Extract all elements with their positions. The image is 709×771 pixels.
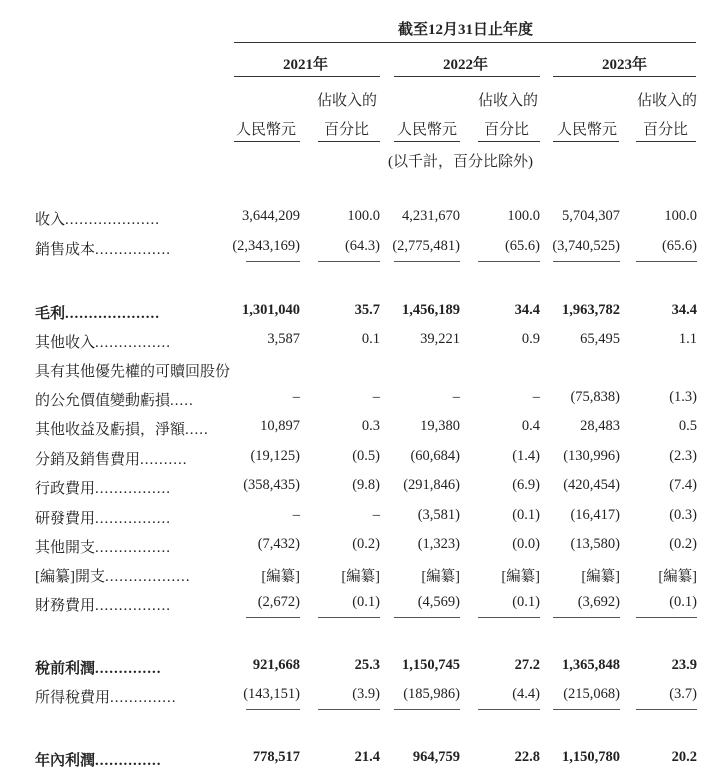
- subtotal-rule: [318, 261, 380, 262]
- sub-rule-rmb-2021: [234, 141, 300, 142]
- col-pct-line1-2021: 佔收入的: [317, 93, 378, 109]
- row-label: [35, 360, 230, 381]
- row-value: 4,231,670: [402, 208, 460, 224]
- subtotal-rule: [478, 709, 540, 710]
- row-label: [35, 749, 162, 770]
- row-value: –: [292, 389, 300, 405]
- row-label: [35, 331, 171, 352]
- row-value: (4.4): [512, 686, 540, 702]
- row-value: 0.3: [361, 418, 380, 434]
- row-value: [編纂]: [341, 569, 380, 585]
- row-label-text: 分銷及銷售費用: [35, 452, 141, 468]
- row-value: 100.0: [507, 208, 540, 224]
- row-value: (13,580): [570, 536, 620, 552]
- row-label-leader-dots: ................: [95, 242, 172, 258]
- subtotal-rule: [246, 709, 300, 710]
- subtotal-rule: [318, 617, 380, 618]
- row-label-leader-dots: .....: [185, 422, 209, 438]
- row-value: (19,125): [250, 448, 300, 464]
- row-label: [35, 536, 171, 557]
- row-label-leader-dots: ................: [95, 540, 172, 556]
- row-label: [35, 686, 177, 707]
- row-label-text: 稅前利潤: [35, 661, 96, 677]
- row-label-text: 毛利: [35, 306, 66, 322]
- row-value: (0.3): [669, 507, 697, 523]
- row-value: (9.8): [352, 477, 380, 493]
- row-value: [編纂]: [501, 569, 540, 585]
- sub-rule-pct-2023: [636, 141, 696, 142]
- row-value: 3,644,209: [242, 208, 300, 224]
- row-value: (291,846): [403, 477, 460, 493]
- row-value: 27.2: [514, 657, 540, 673]
- row-value: (1.4): [512, 448, 540, 464]
- period-rule: [234, 42, 696, 43]
- row-value: 10,897: [260, 418, 300, 434]
- row-value: 35.7: [354, 302, 380, 318]
- row-value: 22.8: [514, 749, 540, 765]
- year-2023: 2023年: [602, 57, 648, 73]
- row-value: (143,151): [243, 686, 300, 702]
- row-value: (0.1): [512, 594, 540, 610]
- row-value: 100.0: [664, 208, 697, 224]
- row-label-leader-dots: ................: [95, 335, 172, 351]
- row-value: 25.3: [354, 657, 380, 673]
- row-value: (3,740,525): [552, 238, 620, 254]
- row-value: (60,684): [410, 448, 460, 464]
- row-label-text: 所得稅費用: [35, 690, 111, 706]
- row-value: (64.3): [344, 238, 380, 254]
- row-value: –: [532, 389, 540, 405]
- row-label-text: 收入: [35, 212, 66, 228]
- row-value: 28,483: [580, 418, 620, 434]
- subtotal-rule: [394, 617, 460, 618]
- row-value: 0.4: [521, 418, 540, 434]
- row-value: (0.0): [512, 536, 540, 552]
- row-value: 65,495: [580, 331, 620, 347]
- row-label-leader-dots: ..............: [110, 690, 177, 706]
- row-value: 1,150,745: [402, 657, 460, 673]
- row-label: [35, 389, 194, 410]
- row-label-leader-dots: ....................: [65, 212, 161, 228]
- row-label-leader-dots: ................: [95, 598, 172, 614]
- row-value: 1.1: [678, 331, 697, 347]
- row-value: –: [372, 389, 380, 405]
- row-label: [35, 302, 160, 323]
- row-value: 1,365,848: [562, 657, 620, 673]
- row-value: 778,517: [252, 749, 300, 765]
- period-title: 截至12月31日止年度: [398, 22, 534, 38]
- row-value: –: [292, 507, 300, 523]
- row-value: (3.7): [669, 686, 697, 702]
- row-label-text: 其他開支: [35, 540, 96, 556]
- col-pct-line1-2023: 佔收入的: [637, 93, 698, 109]
- row-value: [編纂]: [658, 569, 697, 585]
- row-label-leader-dots: .....: [170, 393, 194, 409]
- row-value: (3,692): [577, 594, 620, 610]
- row-label-text: 其他收益及虧損，淨額: [35, 422, 186, 438]
- year-2022: 2022年: [443, 57, 489, 73]
- col-pct-line2-2023: 百分比: [643, 122, 689, 138]
- row-value: (3.9): [352, 686, 380, 702]
- row-label-leader-dots: ..............: [95, 661, 162, 677]
- row-value: 1,456,189: [402, 302, 460, 318]
- subtotal-rule: [246, 617, 300, 618]
- row-label-text: 其他收入: [35, 335, 96, 351]
- row-value: (6.9): [512, 477, 540, 493]
- row-value: (7,432): [257, 536, 300, 552]
- row-value: (2,775,481): [392, 238, 460, 254]
- year-2021: 2021年: [283, 57, 329, 73]
- row-value: (16,417): [570, 507, 620, 523]
- row-value: 100.0: [347, 208, 380, 224]
- row-label-leader-dots: ..............: [95, 753, 162, 769]
- row-label-text: 財務費用: [35, 598, 96, 614]
- row-value: (65.6): [661, 238, 697, 254]
- row-value: 19,380: [420, 418, 460, 434]
- subtotal-rule: [553, 709, 620, 710]
- row-value: (1,323): [417, 536, 460, 552]
- row-value: (75,838): [570, 389, 620, 405]
- row-label-leader-dots: ................: [95, 481, 172, 497]
- sub-rule-pct-2022: [478, 141, 540, 142]
- col-rmb-2023: 人民幣元: [557, 122, 618, 138]
- row-value: (0.2): [669, 536, 697, 552]
- row-value: 34.4: [514, 302, 540, 318]
- row-label-text: 年內利潤: [35, 753, 96, 769]
- row-label-text: [編纂]開支: [35, 569, 105, 585]
- row-value: 23.9: [671, 657, 697, 673]
- row-value: (4,569): [417, 594, 460, 610]
- year-rule-2023: [553, 76, 696, 77]
- row-label: [35, 238, 171, 259]
- row-value: 21.4: [354, 749, 380, 765]
- row-value: (1.3): [669, 389, 697, 405]
- row-value: (65.6): [504, 238, 540, 254]
- row-value: 5,704,307: [562, 208, 620, 224]
- row-value: (0.1): [669, 594, 697, 610]
- row-value: 1,963,782: [562, 302, 620, 318]
- row-value: (130,996): [563, 448, 620, 464]
- row-label-leader-dots: ....................: [65, 306, 161, 322]
- row-label: [35, 507, 171, 528]
- row-label-leader-dots: ..........: [140, 452, 188, 468]
- row-label: [35, 657, 162, 678]
- row-value: (2.3): [669, 448, 697, 464]
- row-value: 1,301,040: [242, 302, 300, 318]
- subtotal-rule: [394, 709, 460, 710]
- row-value: (7.4): [669, 477, 697, 493]
- row-value: 964,759: [412, 749, 460, 765]
- row-value: (0.1): [352, 594, 380, 610]
- row-value: –: [452, 389, 460, 405]
- row-value: (358,435): [243, 477, 300, 493]
- row-label: [35, 594, 171, 615]
- row-value: 3,587: [267, 331, 300, 347]
- subtotal-rule: [394, 261, 460, 262]
- row-value: 1,150,780: [562, 749, 620, 765]
- row-label-text: 行政費用: [35, 481, 96, 497]
- row-value: (2,343,169): [232, 238, 300, 254]
- row-value: (185,986): [403, 686, 460, 702]
- row-label-leader-dots: ................: [95, 511, 172, 527]
- row-value: [編纂]: [421, 569, 460, 585]
- row-label: [35, 208, 160, 229]
- sub-rule-pct-2021: [318, 141, 380, 142]
- col-pct-line2-2022: 百分比: [484, 122, 530, 138]
- row-label-text: 銷售成本: [35, 242, 96, 258]
- row-value: [編纂]: [261, 569, 300, 585]
- row-label-text: 具有其他優先權的可贖回股份: [35, 364, 231, 380]
- subtotal-rule: [318, 709, 380, 710]
- unit-note: (以千計，百分比除外): [388, 154, 533, 170]
- col-rmb-2021: 人民幣元: [236, 122, 297, 138]
- row-value: 0.1: [361, 331, 380, 347]
- subtotal-rule: [478, 617, 540, 618]
- subtotal-rule: [478, 261, 540, 262]
- row-label: [35, 477, 171, 498]
- subtotal-rule: [553, 617, 620, 618]
- col-pct-line2-2021: 百分比: [324, 122, 370, 138]
- year-rule-2022: [394, 76, 540, 77]
- row-label: [35, 565, 191, 586]
- row-value: [編纂]: [581, 569, 620, 585]
- row-value: (420,454): [563, 477, 620, 493]
- row-value: (2,672): [257, 594, 300, 610]
- row-label: [35, 448, 188, 469]
- row-value: (0.1): [512, 507, 540, 523]
- row-label-text: 的公允價值變動虧損: [35, 393, 171, 409]
- row-value: 0.5: [678, 418, 697, 434]
- row-value: 20.2: [671, 749, 697, 765]
- subtotal-rule: [636, 617, 697, 618]
- sub-rule-rmb-2022: [394, 141, 460, 142]
- row-value: 34.4: [671, 302, 697, 318]
- subtotal-rule: [246, 261, 300, 262]
- row-value: (0.5): [352, 448, 380, 464]
- row-value: 39,221: [420, 331, 460, 347]
- row-value: (215,068): [563, 686, 620, 702]
- row-value: 0.9: [521, 331, 540, 347]
- row-value: 921,668: [252, 657, 300, 673]
- sub-rule-rmb-2023: [553, 141, 619, 142]
- subtotal-rule: [636, 709, 697, 710]
- year-rule-2021: [234, 76, 380, 77]
- subtotal-rule: [553, 261, 620, 262]
- subtotal-rule: [636, 261, 697, 262]
- row-label-leader-dots: ..................: [105, 569, 191, 585]
- row-label-text: 研發費用: [35, 511, 96, 527]
- row-value: (3,581): [417, 507, 460, 523]
- row-value: (0.2): [352, 536, 380, 552]
- row-value: –: [372, 507, 380, 523]
- col-rmb-2022: 人民幣元: [397, 122, 458, 138]
- col-pct-line1-2022: 佔收入的: [478, 93, 539, 109]
- row-label: [35, 418, 209, 439]
